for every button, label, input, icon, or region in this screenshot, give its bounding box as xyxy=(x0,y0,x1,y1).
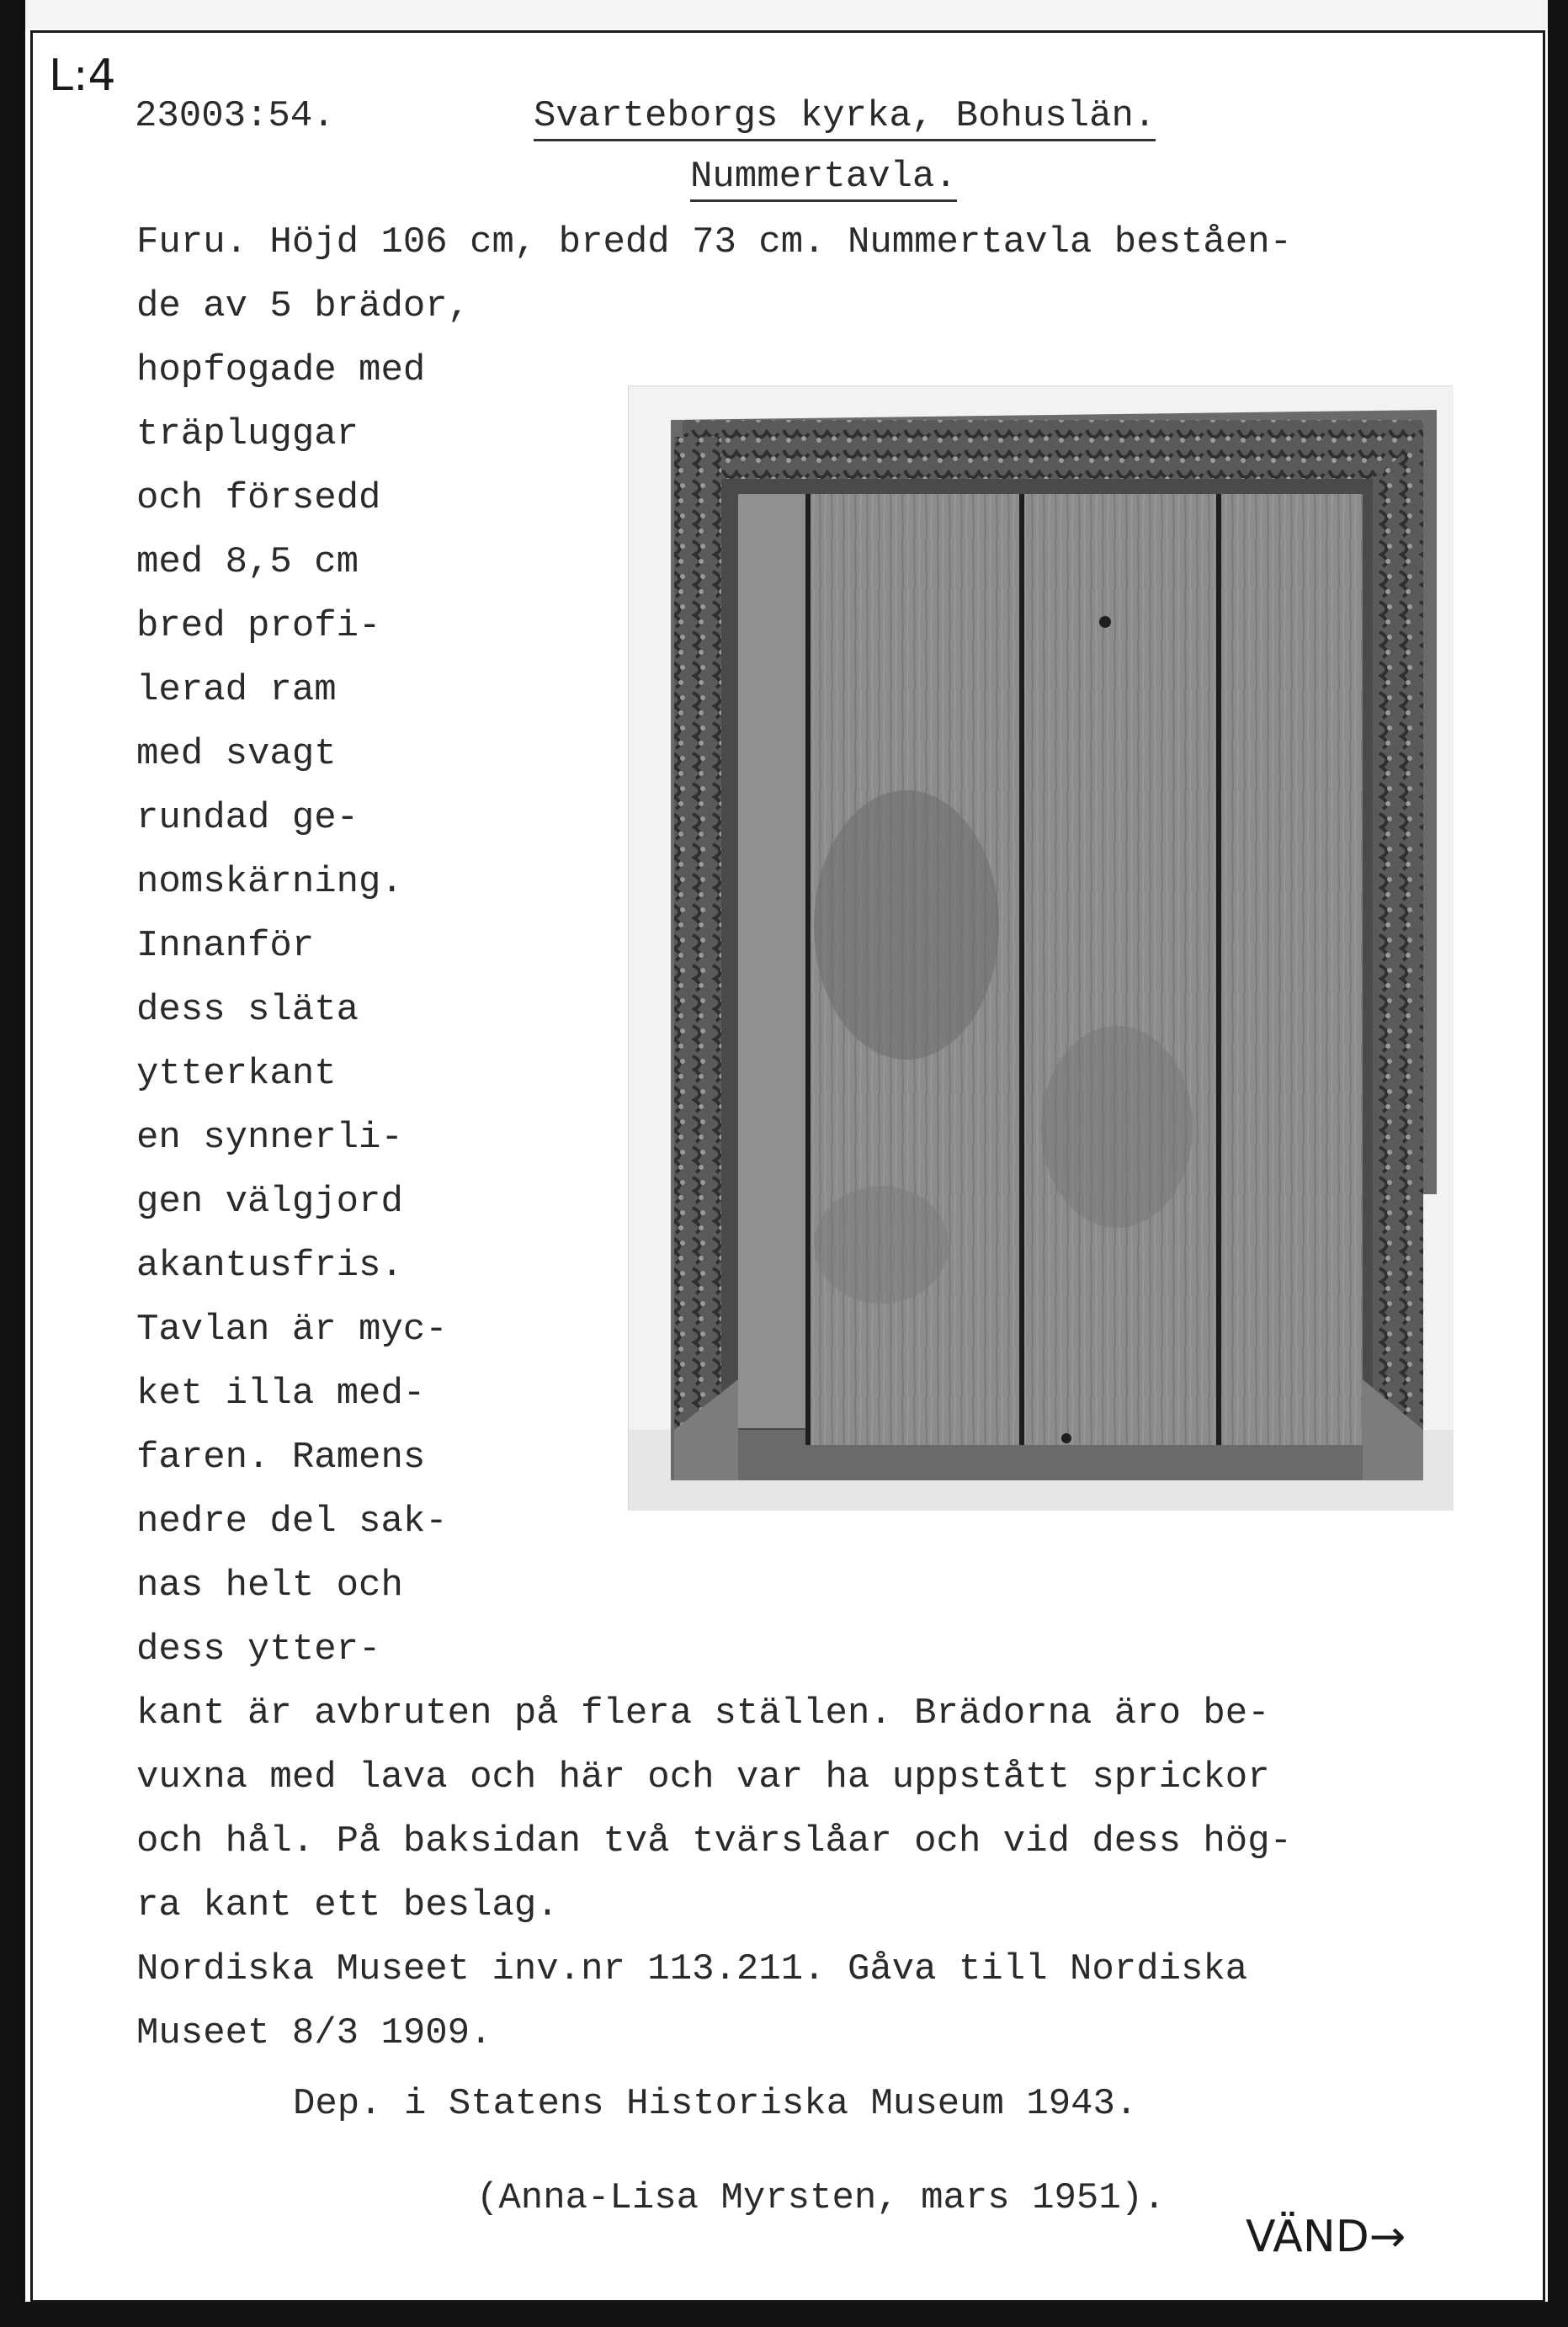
description-line: ytterkant xyxy=(136,1053,337,1095)
board xyxy=(1024,494,1216,1445)
description-line: och hål. På baksidan två tvärslåar och vid dess hög- xyxy=(136,1820,1293,1862)
hole xyxy=(1099,616,1111,628)
object-title: Nummertavla. xyxy=(690,145,957,209)
description-line: träpluggar xyxy=(136,413,359,455)
description-line: dess ytter- xyxy=(136,1628,381,1671)
description-line: lerad ram xyxy=(136,669,337,711)
description-line: och försedd xyxy=(136,477,381,519)
description-line: med 8,5 cm xyxy=(136,541,359,583)
description-line: rundad ge- xyxy=(136,797,359,839)
inventory-number: 23003:54. xyxy=(135,95,335,137)
description-line: Tavlan är myc- xyxy=(136,1309,448,1351)
description-line: gen välgjord xyxy=(136,1181,403,1223)
description-line: nedre del sak- xyxy=(136,1501,448,1543)
description-line: Museet 8/3 1909. xyxy=(136,2012,492,2054)
description-line: Nordiska Museet inv.nr 113.211. Gåva till Nordiska xyxy=(136,1948,1248,1990)
board-gap xyxy=(1216,494,1221,1445)
description-line: Innanför xyxy=(136,925,315,967)
hole xyxy=(1061,1433,1071,1443)
scan-bottom-edge xyxy=(0,2302,1568,2327)
description-line: dess släta xyxy=(136,989,359,1031)
left-acanthus-frieze xyxy=(674,437,721,1480)
photo-drawing xyxy=(629,386,1454,1511)
description-line: ra kant ett beslag. xyxy=(136,1884,559,1926)
top-acanthus-frieze xyxy=(683,420,1423,479)
author-line: (Anna-Lisa Myrsten, mars 1951). xyxy=(476,2177,1166,2219)
board xyxy=(738,494,805,1428)
location-title: Svarteborgs kyrka, Bohuslän. xyxy=(534,84,1156,148)
scan-top-edge xyxy=(0,0,1568,29)
deposit-line: Dep. i Statens Historiska Museum 1943. xyxy=(293,2083,1138,2125)
description-line: kant är avbruten på flera ställen. Brädorna äro be- xyxy=(136,1692,1270,1735)
lichen-patch xyxy=(1041,1026,1193,1228)
turn-over-note: VÄND→ xyxy=(1246,2212,1406,2262)
description-line: nas helt och xyxy=(136,1565,403,1607)
lichen-patch xyxy=(814,1186,949,1304)
right-acanthus-frieze xyxy=(1373,437,1423,1472)
nummertavla-photo xyxy=(628,385,1453,1510)
description-line: akantusfris. xyxy=(136,1245,403,1287)
description-line: faren. Ramens xyxy=(136,1437,426,1479)
shelf-mark: L:4 xyxy=(49,50,116,101)
scan-right-edge xyxy=(1548,0,1568,2327)
board xyxy=(1221,494,1363,1445)
description-line: bred profi- xyxy=(136,605,381,647)
scan-left-edge xyxy=(0,0,25,2327)
description-line: ket illa med- xyxy=(136,1373,426,1415)
description-line: nomskärning. xyxy=(136,861,403,903)
description-line: en synnerli- xyxy=(136,1117,403,1159)
lichen-patch xyxy=(814,790,999,1060)
description-line: vuxna med lava och här och var ha uppstått sprickor xyxy=(136,1756,1270,1798)
board-gap xyxy=(805,494,811,1445)
board-gap xyxy=(1019,494,1024,1445)
description-line: de av 5 brädor, xyxy=(136,285,470,327)
description-line: hopfogade med xyxy=(136,349,426,391)
description-line: Furu. Höjd 106 cm, bredd 73 cm. Nummertavla beståen- xyxy=(136,221,1293,263)
description-line: med svagt xyxy=(136,733,337,775)
